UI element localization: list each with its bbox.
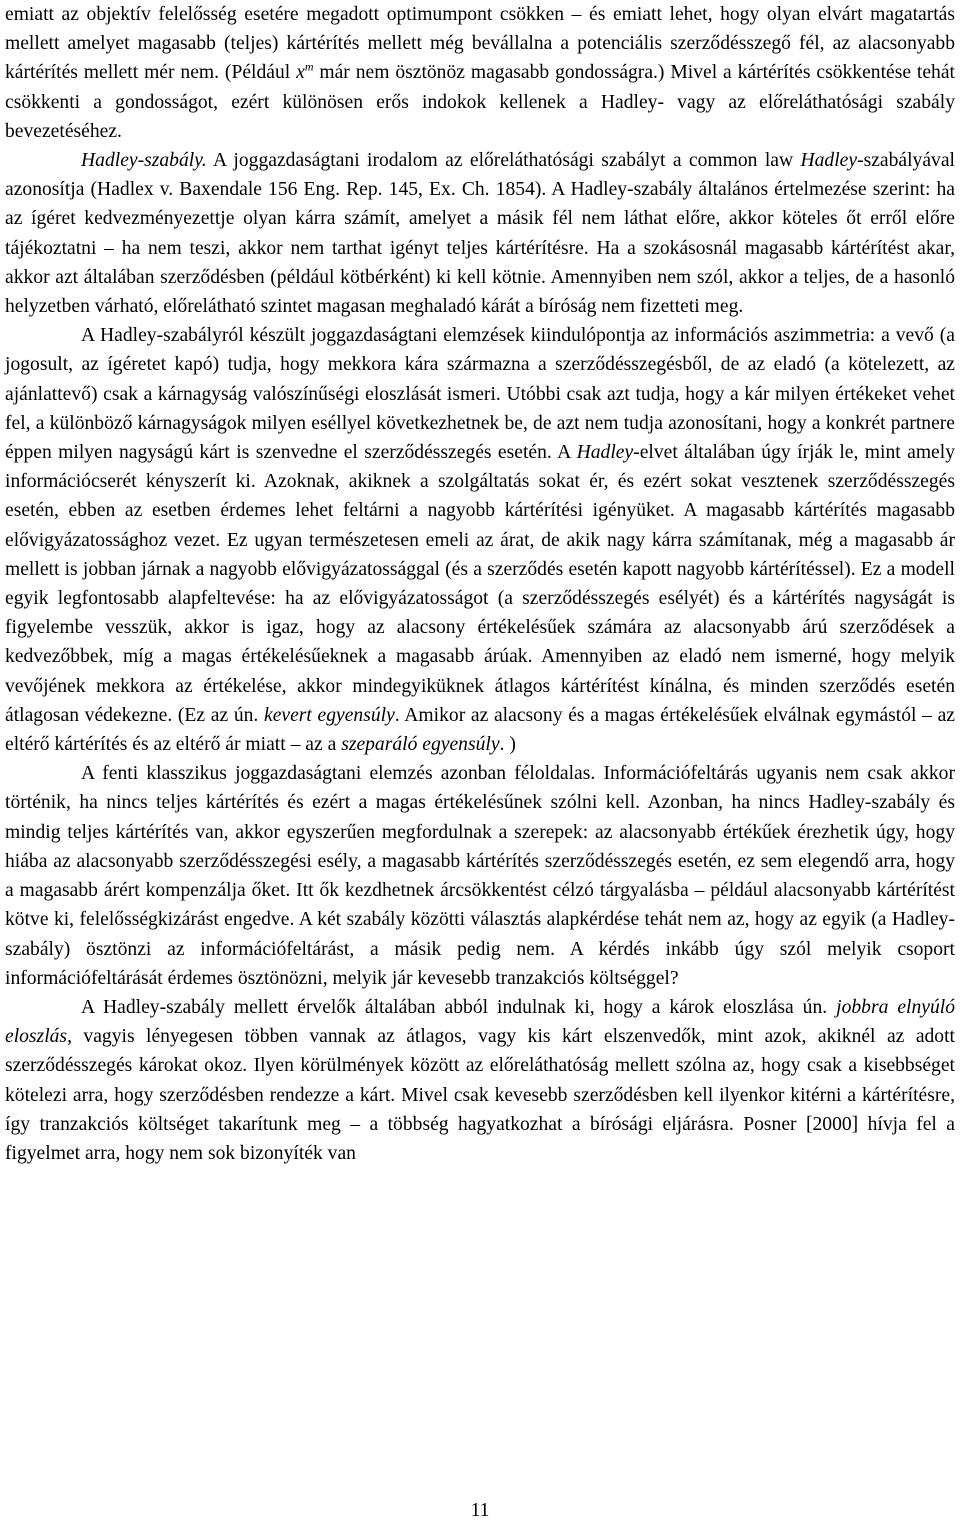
- italic-text: Hadley-szabály.: [81, 150, 207, 172]
- paragraph: [5, 321, 955, 759]
- paragraph: [5, 759, 955, 993]
- page-number: 11: [470, 1500, 490, 1521]
- italic-text: Hadley: [576, 442, 634, 464]
- text-run: , vagyis lényegesen többen vannak az átlagos, vagy kis kárt elszenvedők, mint azok, akiknél az adott szerződésszegés károkat okoz. Ilyen körülmények között az előreláthatóság mellett szólna az, hogy csak a kisebbséget kötelezi arra, hogy szerződésben rendezze a kárt. Mivel csak kevesebb szerződésben kell ilyenkor kitérni a kártérítésre, így tranzakciós költséget takarítunk meg – a többség hagyatkozhat a bírósági eljárásra. Posner [2000] hívja fel a figyelmet arra, hogy nem sok bizonyíték van: [5, 1026, 955, 1164]
- text-run: A fenti klasszikus joggazdaságtani elemzés azonban féloldalas. Információfeltárás ugyanis nem csak akkor történik, ha nincs teljes kártérítés és ezért a magas értékelésűnek szólni kell. Azonban, ha nincs Hadley-szabály és mindig teljes kártérítés van, akkor egyszerűen megfordulnak a szerepek: az alacsonyabb értékűek érezhetik úgy, hogy hiába az alacsonyabb szerződésszegési esély, a magasabb kártérítés szerződésszegés esetén, ez sem elegendő arra, hogy a magasabb árért kompenzálja őket. Itt ők kezdhetnek árcsökkentést célzó tárgyalásba – például alacsonyabb kártérítést kötve ki, felelősségkizárást engedve. A két szabály közötti választás alapkérdése tehát nem az, hogy az egyik (a Hadley-szabály) ösztönzi az információfeltárást, a másik pedig nem. A kérdés inkább úgy szól melyik csoport információfeltárását érdemes ösztönözni, melyik jár kevesebb tranzakciós költséggel?: [5, 763, 955, 989]
- paragraph: [5, 993, 955, 1168]
- superscript: m: [304, 59, 314, 74]
- paragraph: [5, 0, 955, 146]
- paragraph: [5, 146, 955, 321]
- italic-text: szeparáló egyensúly: [341, 734, 500, 756]
- text-run: már nem ösztönöz magasabb gondosságra.) Mivel a kártérítés csökkentése tehát csökkenti a gondosságot, ezért különösen erős indokok kellenek a Hadley- vagy az előreláthatósági szabály bevezetéséhez.: [5, 62, 955, 142]
- text-run: A Hadley-szabályról készült joggazdaságtani elemzések kiindulópontja az információs aszimmetria: a vevő (a jogosult, az ígéretet kapó) tudja, hogy mekkora kára származna a szerződésszegésből, de az eladó (a kötelezett, az ajánlattevő) csak a kárnagyság valószínűségi eloszlását ismeri. Utóbbi csak azt tudja, hogy a kár milyen értékeket vehet fel, a különböző kárnagyságok milyen eséllyel következhetnek be, de azt nem tudja azonosítani, hogy a konkrét partnere éppen milyen nagyságú kárt is szenvedne el szerződésszegés esetén. A: [5, 325, 955, 464]
- text-run: A Hadley-szabály mellett érvelők általában abból indulnak ki, hogy a károk eloszlása ún.: [81, 996, 837, 1018]
- italic-text: kevert egyensúly: [264, 704, 395, 726]
- italic-text: Hadley: [800, 150, 858, 172]
- text-run: . Amikor az alacsony és a magas értékelésűek elválnak egymástól – az eltérő kártérítés és az eltérő ár miatt – az a: [5, 704, 955, 756]
- document-body: [5, 0, 955, 1168]
- text-run: . ): [499, 734, 516, 756]
- italic-text: x: [296, 62, 305, 84]
- text-run: -elvet általában úgy írják le, mint amely információcserét kényszerít ki. Azoknak, akiknek a szolgáltatás sokat ér, és ezért sokat vesztenek szerződésszegés esetén, ebben az esetben érdemes lehet feltárni a nagyobb kártérítési igényüket. A magasabb kártérítés magasabb elővigyázatossághoz vezet. Ez ugyan természetesen emeli az árat, de akik nagy kárra számítanak, még a magasabb ár mellett is jobban járnak a nagyobb elővigyázatossággal (és a szerződés esetén kapott nagyobb kártérítéssel). Ez a modell egyik legfontosabb alapfeltevése: ha az elővigyázatosságot (a szerződésszegés esélyét) és a kártérítés nagyságát is figyelembe vesszük, akkor is igaz, hogy az alacsony értékelésűek számára az alacsonyabb árú szerződések a kedvezőbbek, míg a magas értékelésűeknek a magasabb árúak. Amennyiben az eladó nem ismerné, hogy melyik vevőjének mekkora az értékelése, akkor mindegyiküknek átlagos kártérítést kínálna, és minden szerződés esetén átlagosan védekezne. (Ez az ún.: [5, 442, 955, 726]
- text-run: A joggazdaságtani irodalom az előreláthatósági szabályt a common law: [206, 150, 801, 172]
- italic-text: jobbra elnyúló eloszlás: [5, 996, 956, 1048]
- text-run: -szabályával azonosítja (Hadlex v. Baxendale 156 Eng. Rep. 145, Ex. Ch. 1854). A Hadley-szabály általános értelmezése szerint: ha az ígéret kedvezményezettje olyan kárra számít, amelyet a másik fél nem láthat előre, akkor köteles őt erről előre tájékoztatni – ha nem teszi, akkor nem tarthat igényt teljes kártérítésre. Ha a szokásosnál magasabb kártérítést akar, akkor azt általában szerződésben (például kötbérként) ki kell kötnie. Amennyiben nem szól, akkor a teljes, de a hasonló helyzetben várható, előrelátható szintet magasan meghaladó kárát a bíróság nem fizetteti meg.: [5, 150, 955, 318]
- text-run: emiatt az objektív felelősség esetére megadott optimumpont csökken – és emiatt lehet, hogy olyan elvárt magatartás mellett amelyet magasabb (teljes) kártérítés mellett még bevállalna a potenciális szerződésszegő fél, az alacsonyabb kártérítés mellett mér nem. (Például: [5, 4, 955, 84]
